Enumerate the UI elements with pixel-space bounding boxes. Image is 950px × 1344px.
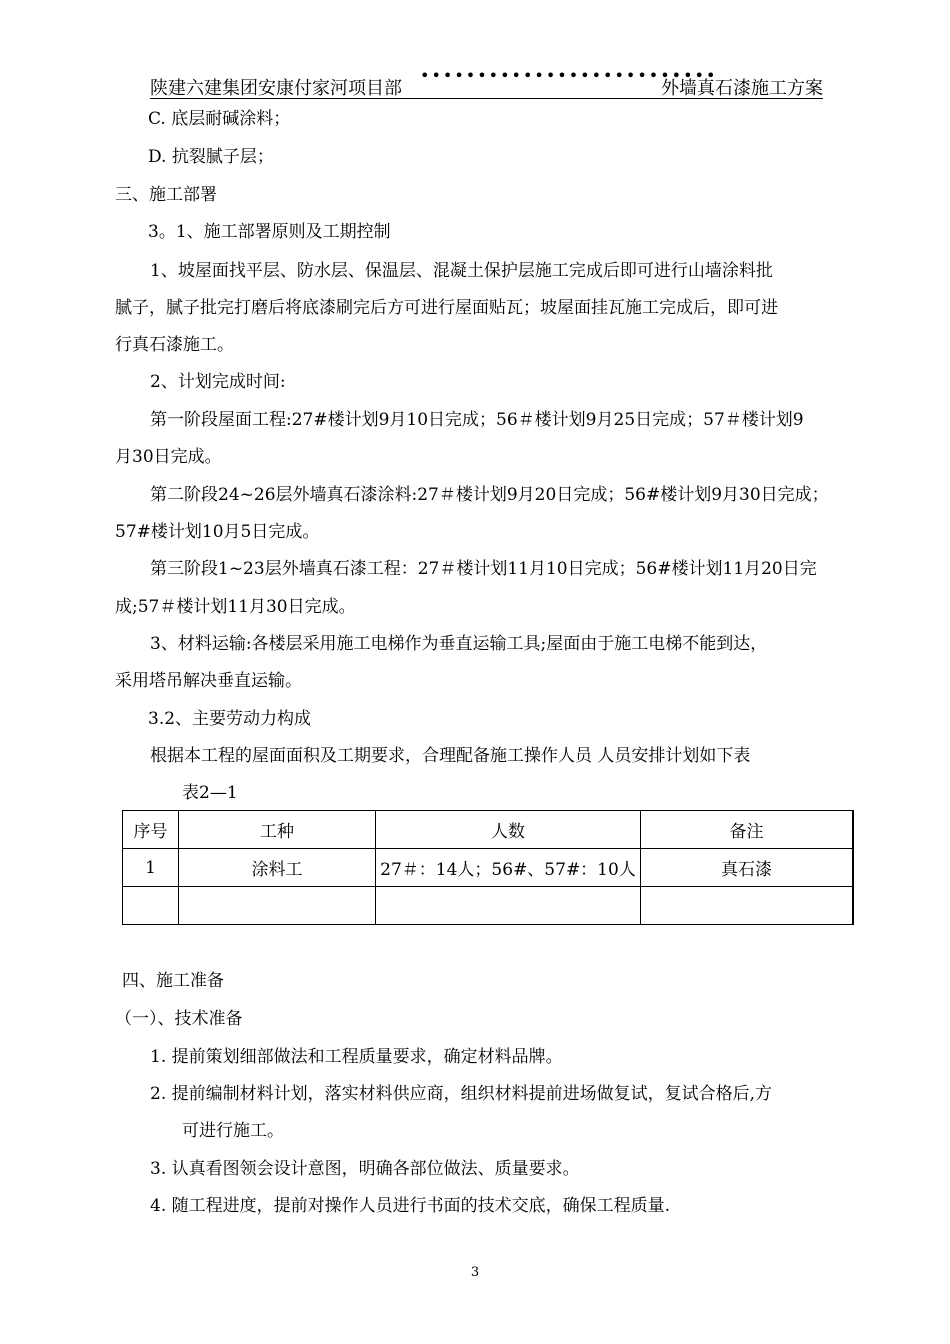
paragraph-line: 2、计划完成时间: xyxy=(150,372,286,392)
table-cell: 1 xyxy=(123,849,179,887)
table-header-cell: 备注 xyxy=(641,811,854,849)
list-item: 3. 认真看图领会设计意图，明确各部位做法、质量要求。 xyxy=(150,1159,580,1179)
subsection-3-1: 3。1、施工部署原则及工期控制 xyxy=(148,222,391,242)
header-project: 陕建六建集团安康付家河项目部 xyxy=(150,78,402,99)
table-cell xyxy=(123,887,179,925)
table-cell: 涂料工 xyxy=(179,849,376,887)
subsection-3-2: 3.2、主要劳动力构成 xyxy=(148,709,312,729)
section-heading-4: 四、施工准备 xyxy=(122,971,224,991)
table-header-row xyxy=(123,811,854,849)
paragraph-line: 57#楼计划10月5日完成。 xyxy=(115,522,320,542)
page-header xyxy=(150,66,823,99)
page-number: 3 xyxy=(470,1265,480,1280)
list-item: 1. 提前策划细部做法和工程质量要求，确定材料品牌。 xyxy=(150,1047,563,1067)
table-header-cell: 工种 xyxy=(179,811,376,849)
paragraph-line: 第三阶段1~23层外墙真石漆工程：27＃楼计划11月10日完成；56#楼计划11月20日完 xyxy=(150,559,817,579)
paragraph-line: 采用塔吊解决垂直运输。 xyxy=(115,671,302,691)
item-c: C. 底层耐碱涂料； xyxy=(148,109,291,129)
paragraph-line: 根据本工程的屋面面积及工期要求，合理配备施工操作人员 人员安排计划如下表 xyxy=(150,746,751,766)
table-cell xyxy=(179,887,376,925)
paragraph-line: 3、材料运输:各楼层采用施工电梯作为垂直运输工具;屋面由于施工电梯不能到达， xyxy=(150,634,768,654)
list-item-continued: 可进行施工。 xyxy=(182,1121,284,1141)
list-item: 2. 提前编制材料计划，落实材料供应商，组织材料提前进场做复试，复试合格后,方 xyxy=(150,1084,773,1104)
paragraph-line: 1、坡屋面找平层、防水层、保温层、混凝土保护层施工完成后即可进行山墙涂料批 xyxy=(150,261,773,281)
paragraph-line: 行真石漆施工。 xyxy=(115,335,234,355)
paragraph-line: 第二阶段24~26层外墙真石漆涂料:27＃楼计划9月20日完成；56#楼计划9月30日完成； xyxy=(150,485,829,505)
paragraph-line: 腻子，腻子批完打磨后将底漆刷完后方可进行屋面贴瓦；坡屋面挂瓦施工完成后，即可进 xyxy=(115,298,778,318)
paragraph-line: 第一阶段屋面工程:27#楼计划9月10日完成；56＃楼计划9月25日完成；57＃楼计划9 xyxy=(150,410,804,430)
header-title: 外墙真石漆施工方案 xyxy=(661,78,823,99)
table-header-cell: 人数 xyxy=(376,811,641,849)
table-cell: 27＃：14人；56#、57#：10人 xyxy=(376,849,641,887)
table-row xyxy=(123,887,854,925)
table-row xyxy=(123,849,854,887)
header-dots: •••••••••••••••••••••••••• xyxy=(420,66,718,85)
item-d: D. 抗裂腻子层； xyxy=(148,147,274,167)
table-cell: 真石漆 xyxy=(641,849,854,887)
table-cell xyxy=(376,887,641,925)
labor-table xyxy=(122,810,854,925)
section-heading-3: 三、施工部署 xyxy=(115,185,217,205)
paragraph-line: 成;57＃楼计划11月30日完成。 xyxy=(115,597,356,617)
table-header-cell: 序号 xyxy=(123,811,179,849)
table-cell xyxy=(641,887,854,925)
list-item: 4. 随工程进度，提前对操作人员进行书面的技术交底，确保工程质量. xyxy=(150,1196,671,1216)
subsection-tech-prep: （一）、技术准备 xyxy=(115,1009,243,1029)
table-caption: 表2—1 xyxy=(182,783,238,803)
paragraph-line: 月30日完成。 xyxy=(115,447,222,467)
